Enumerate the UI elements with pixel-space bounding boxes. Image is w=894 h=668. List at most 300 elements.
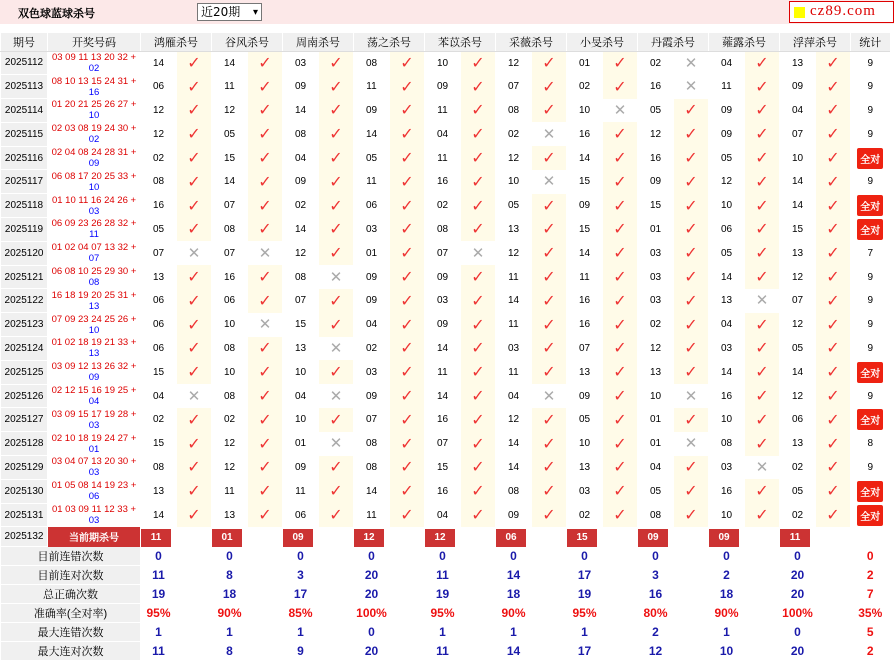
summary-spacer [390, 585, 425, 604]
kill-number: 04 [780, 99, 816, 123]
check-icon [816, 170, 851, 194]
kill-number: 06 [780, 408, 816, 432]
check-icon [532, 75, 567, 99]
check-icon: ✓ [471, 386, 485, 406]
logo[interactable] [789, 1, 894, 23]
kill-number: 11 [354, 170, 390, 194]
check-icon [745, 408, 780, 432]
summary-value: 20 [780, 566, 816, 585]
summary-value: 1 [141, 623, 177, 642]
col-expert: 蕹露杀号 [709, 33, 780, 51]
summary-spacer [745, 604, 780, 623]
check-icon [461, 170, 496, 194]
draw-cell [48, 479, 141, 503]
red-balls: 01 20 21 25 26 27 [51, 99, 129, 111]
stat-cell [851, 170, 890, 194]
kill-number: 14 [496, 289, 532, 313]
summary-spacer [319, 623, 354, 642]
summary-spacer [816, 623, 851, 642]
check-icon [390, 75, 425, 99]
summary-value: 0 [496, 547, 532, 566]
kill-number: 12 [780, 384, 816, 408]
kill-number: 03 [638, 265, 674, 289]
current-spacer [177, 527, 212, 547]
kill-number: 05 [638, 99, 674, 123]
check-icon: ✓ [755, 433, 769, 453]
current-spacer [461, 527, 496, 547]
check-icon: ✓ [400, 338, 414, 358]
kill-number: 13 [638, 360, 674, 384]
kill-number: 09 [567, 384, 603, 408]
kill-number: 01 [638, 432, 674, 456]
check-icon: ✓ [187, 338, 201, 358]
kill-number: 07 [567, 337, 603, 361]
check-icon: ✓ [471, 76, 485, 96]
kill-number: 01 [638, 218, 674, 242]
check-icon: ✓ [826, 457, 840, 477]
check-icon: ✓ [755, 171, 769, 191]
check-icon: ✓ [187, 362, 201, 382]
check-icon [248, 122, 283, 146]
period-cell: 2025127 [1, 408, 48, 432]
kill-number: 04 [496, 384, 532, 408]
check-icon [532, 194, 567, 218]
check-icon: ✓ [826, 505, 840, 525]
kill-number: 15 [141, 360, 177, 384]
check-icon [177, 360, 212, 384]
check-icon: ✓ [471, 481, 485, 501]
current-kill [709, 527, 745, 547]
check-icon [603, 408, 638, 432]
check-icon: ✓ [542, 481, 556, 501]
summary-value: 80% [638, 604, 674, 623]
kill-number: 10 [283, 360, 319, 384]
page-title: 双色球蓝球杀号 [18, 7, 95, 20]
check-icon [390, 313, 425, 337]
current-spacer [532, 527, 567, 547]
check-icon: ✓ [400, 148, 414, 168]
stat-value: 全对 [857, 148, 883, 169]
check-icon: ✓ [826, 433, 840, 453]
plus-sign: + [128, 337, 137, 349]
check-icon [816, 146, 851, 170]
kill-number: 05 [709, 146, 745, 170]
table-row [1, 170, 890, 194]
kill-number: 11 [354, 503, 390, 527]
kill-number: 13 [780, 432, 816, 456]
check-icon: ✓ [258, 76, 272, 96]
kill-number: 06 [141, 337, 177, 361]
blue-ball: 04 [88, 396, 100, 408]
stat-value: 9 [867, 104, 874, 116]
period-cell: 2025126 [1, 384, 48, 408]
kill-number: 12 [283, 241, 319, 265]
check-icon: ✓ [187, 219, 201, 239]
check-icon [816, 456, 851, 480]
kill-number: 07 [354, 408, 390, 432]
check-icon [319, 408, 354, 432]
summary-spacer [248, 604, 283, 623]
check-icon [461, 503, 496, 527]
kill-number: 07 [425, 432, 461, 456]
check-icon: ✓ [400, 124, 414, 144]
current-kill-number: 09 [283, 529, 313, 547]
summary-value: 20 [354, 642, 390, 661]
check-icon: ✓ [684, 267, 698, 287]
table-row [1, 479, 890, 503]
check-icon: ✓ [542, 290, 556, 310]
kill-number: 15 [638, 194, 674, 218]
plus-sign: + [128, 170, 137, 182]
kill-number: 04 [283, 384, 319, 408]
current-kill-number: 15 [567, 529, 597, 547]
period-cell: 2025117 [1, 170, 48, 194]
check-icon: ✓ [329, 243, 343, 263]
current-spacer [745, 527, 780, 547]
kill-number: 02 [638, 51, 674, 75]
summary-spacer [603, 623, 638, 642]
check-icon [745, 218, 780, 242]
kill-number: 14 [780, 360, 816, 384]
stat-cell [851, 146, 890, 170]
check-icon [816, 218, 851, 242]
check-icon: ✓ [684, 195, 698, 215]
summary-value: 20 [354, 585, 390, 604]
check-icon [745, 170, 780, 194]
stat-value: 9 [867, 271, 874, 283]
kill-number: 08 [212, 384, 248, 408]
summary-spacer [461, 604, 496, 623]
check-icon [390, 170, 425, 194]
plus-sign: + [128, 480, 137, 492]
summary-spacer [461, 566, 496, 585]
current-spacer [674, 527, 709, 547]
check-icon [390, 456, 425, 480]
blue-ball: 09 [88, 158, 100, 170]
kill-number: 11 [354, 75, 390, 99]
check-icon [603, 289, 638, 313]
logo-square-icon [794, 7, 805, 18]
logo-text: cz89.com [810, 3, 876, 19]
check-icon [390, 384, 425, 408]
check-icon [390, 337, 425, 361]
check-icon: ✓ [755, 124, 769, 144]
summary-spacer [461, 642, 496, 661]
check-icon: ✓ [258, 53, 272, 73]
kill-number: 07 [212, 241, 248, 265]
kill-number: 02 [212, 408, 248, 432]
check-icon: ✓ [755, 100, 769, 120]
summary-spacer [603, 566, 638, 585]
check-icon [532, 218, 567, 242]
cross-icon [177, 384, 212, 408]
check-icon: ✓ [684, 409, 698, 429]
blue-ball: 02 [88, 63, 100, 75]
stat-cell [851, 99, 890, 123]
kill-number: 16 [425, 170, 461, 194]
summary-spacer [248, 585, 283, 604]
summary-spacer [532, 623, 567, 642]
check-icon: ✓ [755, 386, 769, 406]
summary-value: 1 [212, 623, 248, 642]
check-icon: ✓ [755, 409, 769, 429]
current-spacer [816, 527, 851, 547]
kill-number: 01 [567, 51, 603, 75]
period-cell: 2025129 [1, 456, 48, 480]
kill-number: 15 [567, 170, 603, 194]
check-icon: ✓ [329, 76, 343, 96]
kill-number: 07 [425, 241, 461, 265]
summary-value: 16 [638, 585, 674, 604]
check-icon: ✓ [400, 290, 414, 310]
cross-icon: ✕ [258, 315, 272, 334]
check-icon: ✓ [542, 76, 556, 96]
kill-number: 11 [496, 313, 532, 337]
check-icon: ✓ [400, 409, 414, 429]
summary-row [1, 623, 890, 642]
red-balls: 06 08 17 20 25 33 [51, 170, 129, 182]
check-icon [319, 503, 354, 527]
summary-spacer [177, 642, 212, 661]
check-icon [532, 146, 567, 170]
red-balls: 03 09 11 13 20 32 [51, 52, 128, 64]
check-icon: ✓ [542, 338, 556, 358]
summary-spacer [248, 642, 283, 661]
check-icon: ✓ [826, 219, 840, 239]
kill-number: 10 [780, 146, 816, 170]
summary-value: 0 [283, 547, 319, 566]
plus-sign: + [128, 266, 137, 278]
summary-spacer [816, 566, 851, 585]
check-icon: ✓ [684, 338, 698, 358]
check-icon: ✓ [826, 171, 840, 191]
check-icon [816, 408, 851, 432]
summary-value: 18 [709, 585, 745, 604]
check-icon [532, 337, 567, 361]
check-icon: ✓ [542, 267, 556, 287]
check-icon [674, 194, 709, 218]
kill-number: 10 [212, 360, 248, 384]
col-expert: 小旻杀号 [567, 33, 638, 51]
kill-number: 04 [709, 313, 745, 337]
kill-number: 13 [283, 337, 319, 361]
kill-number: 12 [638, 122, 674, 146]
stat-cell [851, 313, 890, 337]
kill-number: 14 [283, 99, 319, 123]
check-icon [816, 75, 851, 99]
kill-number: 08 [496, 479, 532, 503]
check-icon: ✓ [471, 433, 485, 453]
current-kill [212, 527, 248, 547]
summary-value: 19 [567, 585, 603, 604]
cross-icon: ✕ [755, 457, 769, 476]
check-icon [745, 479, 780, 503]
check-icon: ✓ [329, 219, 343, 239]
check-icon [603, 313, 638, 337]
red-balls: 01 10 11 16 24 26 [51, 194, 128, 206]
check-icon [390, 51, 425, 75]
kill-number: 13 [780, 241, 816, 265]
kill-number: 13 [212, 503, 248, 527]
cross-icon: ✕ [755, 291, 769, 310]
check-icon: ✓ [613, 171, 627, 191]
summary-spacer [319, 566, 354, 585]
check-icon [461, 313, 496, 337]
summary-spacer [745, 566, 780, 585]
col-expert: 苯苡杀号 [425, 33, 496, 51]
check-icon [745, 146, 780, 170]
cross-icon [248, 241, 283, 265]
red-balls: 03 09 12 13 26 32 [51, 361, 129, 373]
check-icon: ✓ [400, 457, 414, 477]
check-icon: ✓ [613, 433, 627, 453]
summary-stat: 2 [851, 566, 890, 585]
kill-number: 05 [638, 479, 674, 503]
period-select[interactable] [197, 3, 262, 21]
check-icon: ✓ [258, 124, 272, 144]
check-icon: ✓ [755, 53, 769, 73]
summary-value: 1 [283, 623, 319, 642]
cross-icon [319, 432, 354, 456]
kill-number: 03 [567, 479, 603, 503]
stat-value: 9 [867, 295, 874, 307]
kill-number: 10 [709, 408, 745, 432]
kill-number: 15 [283, 313, 319, 337]
summary-row [1, 566, 890, 585]
stat-cell [851, 218, 890, 242]
check-icon: ✓ [826, 243, 840, 263]
summary-spacer [177, 604, 212, 623]
summary-label: 总正确次数 [1, 585, 141, 604]
kill-number: 08 [638, 503, 674, 527]
plus-sign: + [128, 75, 137, 87]
check-icon: ✓ [826, 100, 840, 120]
kill-number: 06 [141, 313, 177, 337]
check-icon [674, 479, 709, 503]
check-icon: ✓ [400, 76, 414, 96]
check-icon: ✓ [684, 481, 698, 501]
check-icon [461, 51, 496, 75]
kill-number: 11 [496, 360, 532, 384]
cross-icon: ✕ [471, 243, 485, 262]
check-icon [603, 503, 638, 527]
check-icon [461, 432, 496, 456]
kill-number: 02 [354, 337, 390, 361]
kill-number: 09 [425, 75, 461, 99]
check-icon [461, 75, 496, 99]
check-icon: ✓ [542, 243, 556, 263]
period-cell: 2025124 [1, 337, 48, 361]
check-icon [177, 51, 212, 75]
stat-value: 全对 [857, 481, 883, 502]
check-icon: ✓ [826, 314, 840, 334]
summary-label: 最大连错次数 [1, 623, 141, 642]
table-row [1, 360, 890, 384]
col-expert: 周南杀号 [283, 33, 354, 51]
check-icon [319, 170, 354, 194]
table-row [1, 218, 890, 242]
summary-value: 0 [780, 623, 816, 642]
current-kill-number: 09 [709, 529, 739, 547]
kill-number: 06 [141, 289, 177, 313]
check-icon [674, 99, 709, 123]
kill-number: 14 [780, 170, 816, 194]
stat-value: 全对 [857, 505, 883, 526]
check-icon: ✓ [471, 362, 485, 382]
summary-row [1, 585, 890, 604]
check-icon: ✓ [258, 338, 272, 358]
check-icon: ✓ [187, 505, 201, 525]
summary-row [1, 642, 890, 661]
summary-spacer [603, 547, 638, 566]
summary-value: 0 [709, 547, 745, 566]
kill-number: 02 [283, 194, 319, 218]
check-icon [674, 265, 709, 289]
table-row [1, 265, 890, 289]
check-icon [674, 218, 709, 242]
summary-label: 准确率(全对率) [1, 604, 141, 623]
plus-sign: + [127, 194, 137, 206]
col-expert: 采薇杀号 [496, 33, 567, 51]
check-icon: ✓ [542, 457, 556, 477]
check-icon: ✓ [542, 433, 556, 453]
check-icon: ✓ [684, 171, 698, 191]
kill-number: 14 [141, 503, 177, 527]
summary-value: 19 [425, 585, 461, 604]
check-icon [248, 384, 283, 408]
check-icon: ✓ [613, 124, 627, 144]
check-icon [177, 337, 212, 361]
check-icon: ✓ [613, 53, 627, 73]
period-cell: 2025115 [1, 122, 48, 146]
kill-number: 13 [141, 479, 177, 503]
kill-number: 10 [567, 432, 603, 456]
check-icon: ✓ [684, 314, 698, 334]
cross-icon [248, 313, 283, 337]
check-icon [745, 265, 780, 289]
kill-number: 09 [425, 265, 461, 289]
check-icon: ✓ [471, 267, 485, 287]
draw-cell [48, 170, 141, 194]
kill-number: 08 [141, 456, 177, 480]
current-kill-number: 11 [780, 529, 810, 547]
current-spacer [390, 527, 425, 547]
check-icon [532, 265, 567, 289]
kill-number: 14 [709, 265, 745, 289]
kill-number: 10 [709, 503, 745, 527]
check-icon: ✓ [613, 219, 627, 239]
check-icon: ✓ [258, 409, 272, 429]
kill-number: 03 [425, 289, 461, 313]
summary-value: 100% [354, 604, 390, 623]
draw-cell [48, 456, 141, 480]
kill-number: 08 [212, 337, 248, 361]
top-bar [0, 0, 894, 24]
kill-number: 03 [638, 289, 674, 313]
plus-sign: + [128, 147, 137, 159]
check-icon [461, 146, 496, 170]
check-icon: ✓ [755, 243, 769, 263]
summary-spacer [674, 623, 709, 642]
kill-number: 11 [709, 75, 745, 99]
kill-number: 07 [780, 289, 816, 313]
kill-number: 02 [780, 503, 816, 527]
summary-value: 100% [780, 604, 816, 623]
check-icon: ✓ [613, 243, 627, 263]
summary-value: 0 [141, 547, 177, 566]
check-icon [532, 408, 567, 432]
kill-number: 06 [283, 503, 319, 527]
